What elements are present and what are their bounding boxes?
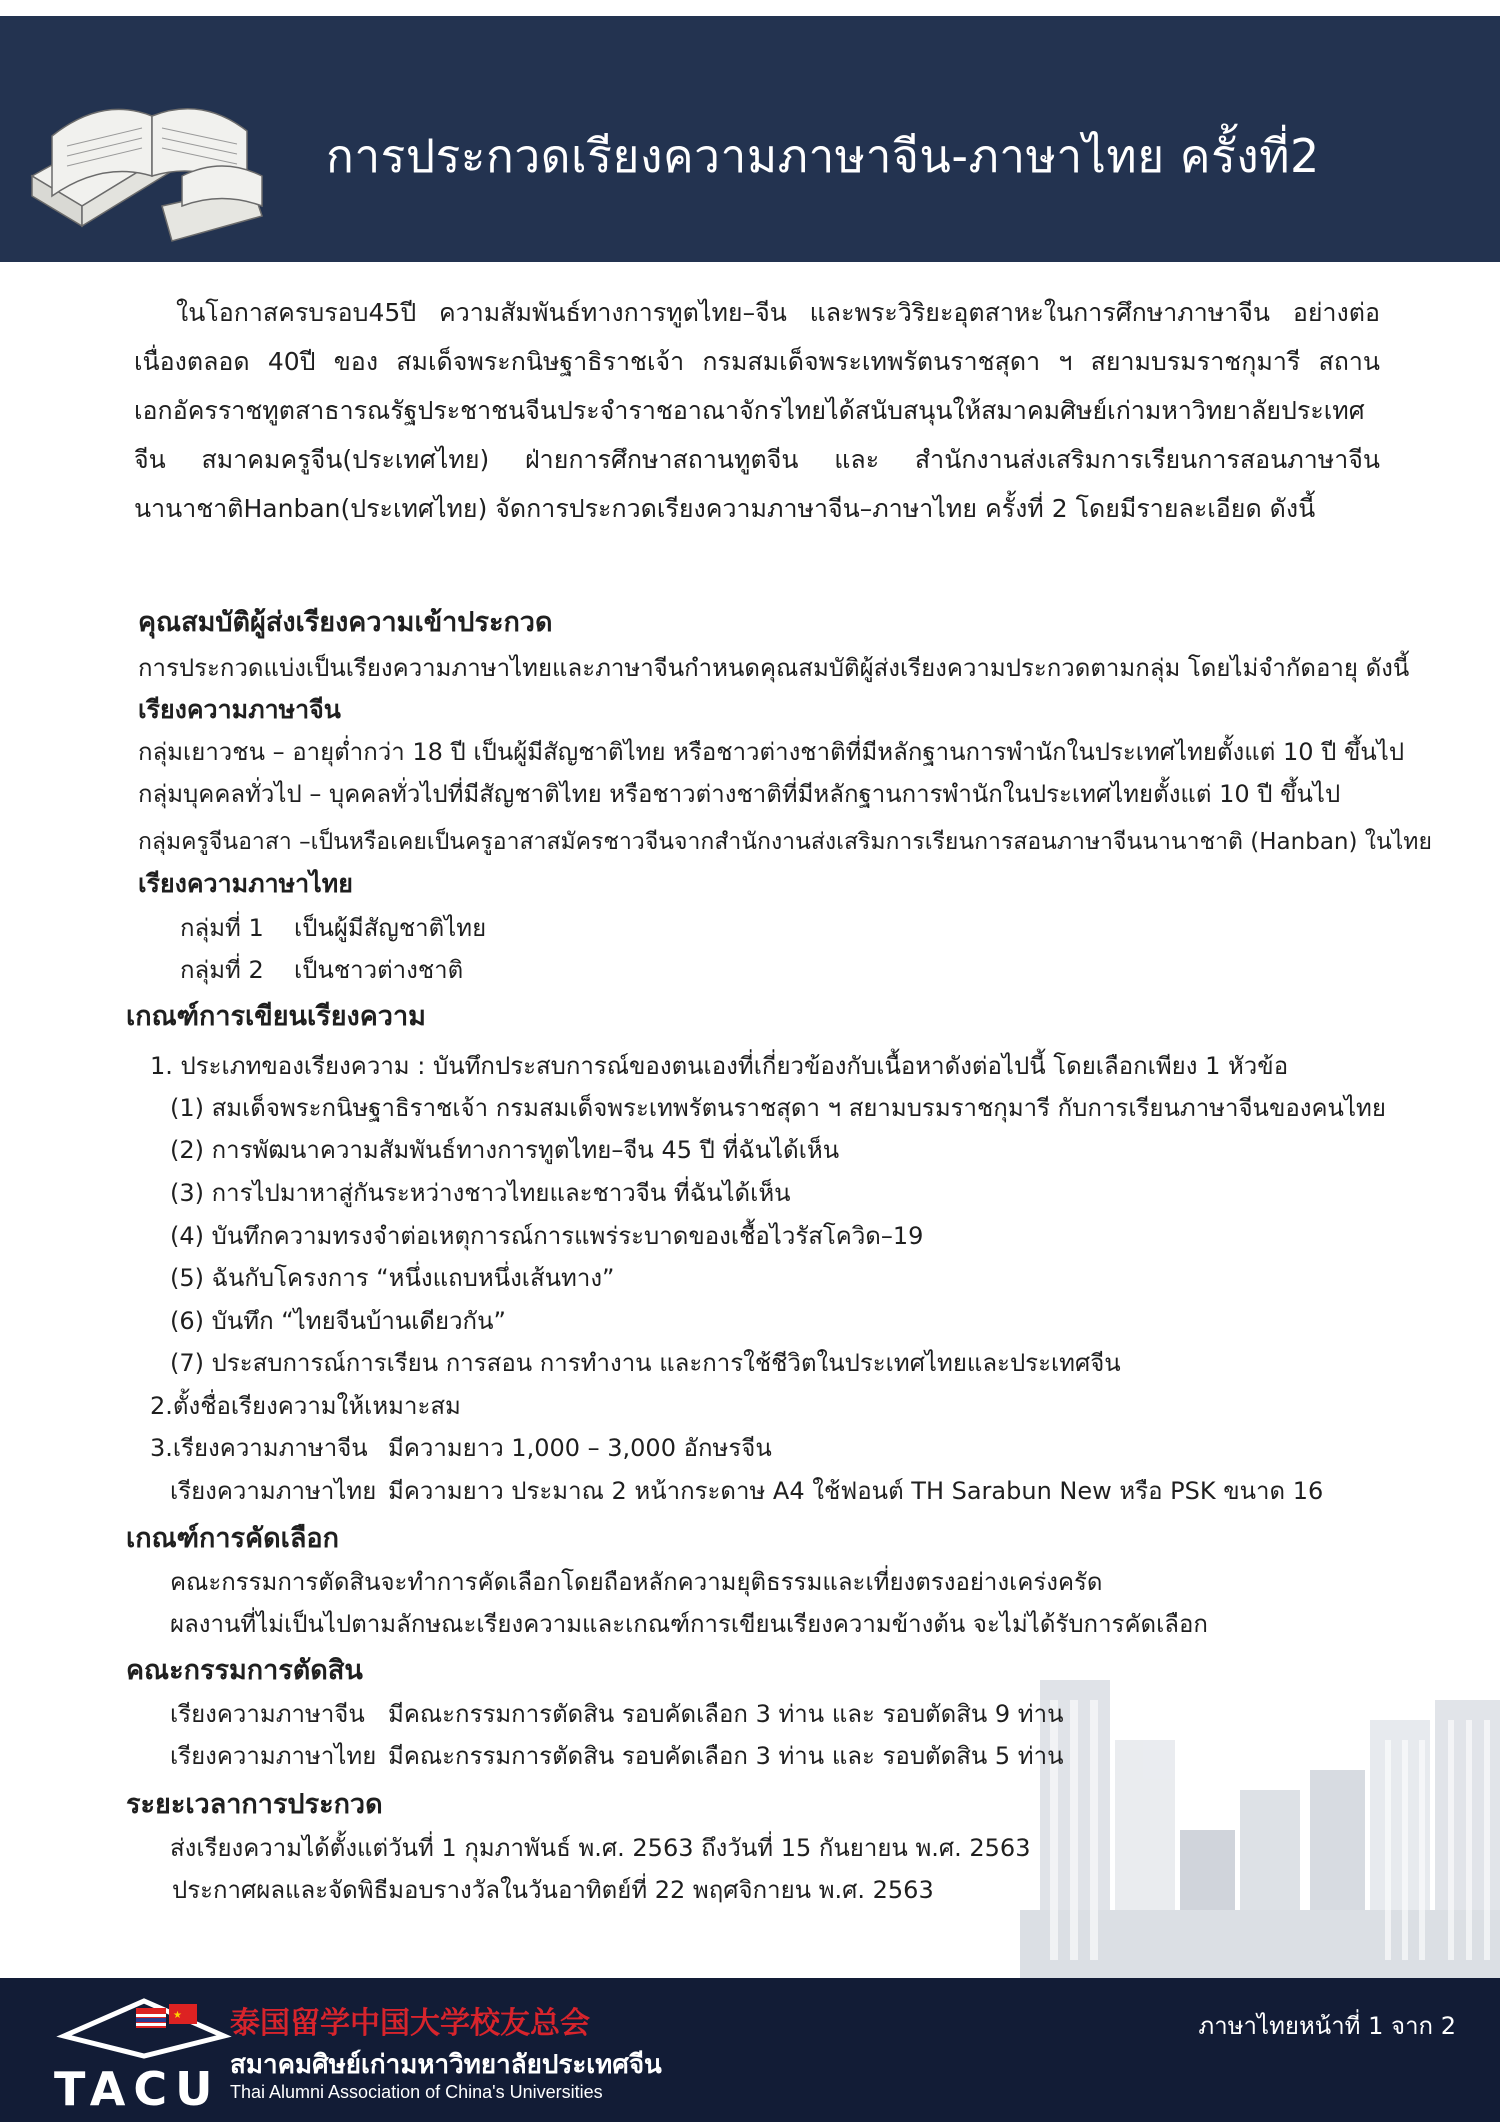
logo-thai-name: สมาคมศิษย์เก่ามหาวิทยาลัยประเทศจีน xyxy=(230,2050,662,2080)
chinese-group-general: กลุ่มบุคคลทั่วไป – บุคคลทั่วไปที่มีสัญชาติไทย หรือชาวต่างชาติที่มีหลักฐานการพำนักในประเทศไทยตั้งแต่ 10 ปี ขึ้นไป xyxy=(138,780,1341,808)
selection-line-1: คณะกรรมการตัดสินจะทำการคัดเลือกโดยถือหลักความยุติธรรมและเที่ยงตรงอย่างเคร่งครัด xyxy=(170,1568,1103,1596)
books-illustration xyxy=(12,56,272,246)
topic-7: (7) ประสบการณ์การเรียน การสอน การทำงาน และการใช้ชีวิตในประเทศไทยและประเทศจีน xyxy=(170,1349,1121,1377)
document-title: การประกวดเรียงความภาษาจีน-ภาษาไทย ครั้งที่2 xyxy=(326,129,1320,183)
tacu-logo xyxy=(54,1996,694,2116)
topic-5: (5) ฉันกับโครงการ “หนึ่งแถบหนึ่งเส้นทาง” xyxy=(170,1264,615,1292)
mortarboard-icon xyxy=(54,1996,234,2066)
timeline-heading: ระยะเวลาการประกวด xyxy=(126,1789,383,1820)
header-banner xyxy=(0,16,1500,262)
criteria-item-3b-label: เรียงความภาษาไทย xyxy=(170,1477,377,1505)
thai-group-2-text: เป็นชาวต่างชาติ xyxy=(294,956,464,984)
intro-paragraph: ในโอกาสครบรอบ45ปี ความสัมพันธ์ทางการทูตไทย–จีน และพระวิริยะอุตสาหะในการศึกษาภาษาจีน อย่างต่อเนื่องตลอด 40ปี ของ สมเด็จพระกนิษฐาธิราชเจ้า กรมสมเด็จพระเทพรัตนราชสุดา ฯ สยามบรมราชกุมารี สถานเอกอัครราชทูตสาธารณรัฐประชาชนจีนประจำราชอาณาจักรไทยได้สนับสนุนให้สมาคมศิษย์เก่ามหาวิทยาลัยประเทศจีน สมาคมครูจีน(ประเทศไทย) ฝ่ายการศึกษาสถานทูตจีน และ สำนักงานส่งเสริมการเรียนการสอนภาษาจีนนานาชาติHanban(ประเทศไทย) จัดการประกวดเรียงความภาษาจีน–ภาษาไทย ครั้งที่ 2 โดยมีรายละเอียด ดังนี้ xyxy=(134,298,1380,523)
logo-chinese-name: 泰国留学中国大学校友总会 xyxy=(230,2006,590,2041)
timeline-submission: ส่งเรียงความได้ตั้งแต่วันที่ 1 กุมภาพันธ์ พ.ศ. 2563 ถึงวันที่ 15 กันยายน พ.ศ. 2563 xyxy=(170,1834,1031,1862)
judges-thai-label: เรียงความภาษาไทย xyxy=(170,1742,377,1770)
logo-english-name: Thai Alumni Association of China's Universities xyxy=(230,2082,603,2102)
selection-line-2: ผลงานที่ไม่เป็นไปตามลักษณะเรียงความและเกณฑ์การเขียนเรียงความข้างต้น จะไม่ได้รับการคัดเลือก xyxy=(170,1610,1208,1638)
thai-essay-heading: เรียงความภาษาไทย xyxy=(138,869,353,898)
thai-group-2-label: กลุ่มที่ 2 xyxy=(180,956,264,984)
city-skyline-illustration xyxy=(1020,1680,1500,1980)
thai-group-1-label: กลุ่มที่ 1 xyxy=(180,914,264,942)
judges-heading: คณะกรรมการตัดสิน xyxy=(126,1655,363,1686)
thai-group-1-text: เป็นผู้มีสัญชาติไทย xyxy=(294,914,487,942)
selection-heading: เกณฑ์การคัดเลือก xyxy=(126,1523,339,1554)
judges-chinese-text: มีคณะกรรมการตัดสิน รอบคัดเลือก 3 ท่าน และ รอบตัดสิน 9 ท่าน xyxy=(388,1700,1064,1728)
qualifications-heading: คุณสมบัติผู้ส่งเรียงความเข้าประกวด xyxy=(138,607,553,638)
page-indicator: ภาษาไทยหน้าที่ 1 จาก 2 xyxy=(1198,2012,1456,2040)
judges-chinese-label: เรียงความภาษาจีน xyxy=(170,1700,365,1728)
chinese-group-volunteer-teachers: กลุ่มครูจีนอาสา –เป็นหรือเคยเป็นครูอาสาสมัครชาวจีนจากสำนักงานส่งเสริมการเรียนการสอนภาษาจีนนานาชาติ (Hanban) ในไทย xyxy=(138,829,1432,855)
topic-4: (4) บันทึกความทรงจำต่อเหตุการณ์การแพร่ระบาดของเชื้อไวรัสโควิด–19 xyxy=(170,1222,924,1250)
criteria-item-1: 1. ประเภทของเรียงความ : บันทึกประสบการณ์ของตนเองที่เกี่ยวข้องกับเนื้อหาดังต่อไปนี้ โดยเลือกเพียง 1 หัวข้อ xyxy=(150,1052,1289,1080)
logo-acronym: TACU xyxy=(54,2062,221,2116)
timeline-announcement: ประกาศผลและจัดพิธีมอบรางวัลในวันอาทิตย์ที่ 22 พฤศจิกายน พ.ศ. 2563 xyxy=(172,1876,934,1904)
criteria-item-3b-text: มีความยาว ประมาณ 2 หน้ากระดาษ A4 ใช้ฟอนต์ TH Sarabun New หรือ PSK ขนาด 16 xyxy=(388,1477,1324,1505)
judges-thai-text: มีคณะกรรมการตัดสิน รอบคัดเลือก 3 ท่าน และ รอบตัดสิน 5 ท่าน xyxy=(388,1742,1064,1770)
qualifications-desc: การประกวดแบ่งเป็นเรียงความภาษาไทยและภาษาจีนกำหนดคุณสมบัติผู้ส่งเรียงความประกวดตามกลุ่ม โดยไม่จำกัดอายุ ดังนี้ xyxy=(138,654,1410,682)
criteria-item-3-label: 3.เรียงความภาษาจีน xyxy=(150,1434,368,1462)
topic-6: (6) บันทึก “ไทยจีนบ้านเดียวกัน” xyxy=(170,1307,506,1335)
criteria-item-3-text: มีความยาว 1,000 – 3,000 อักษรจีน xyxy=(388,1434,772,1462)
topic-1: (1) สมเด็จพระกนิษฐาธิราชเจ้า กรมสมเด็จพระเทพรัตนราชสุดา ฯ สยามบรมราชกุมารี กับการเรียนภาษาจีนของคนไทย xyxy=(170,1094,1386,1122)
topic-3: (3) การไปมาหาสู่กันระหว่างชาวไทยและชาวจีน ที่ฉันได้เห็น xyxy=(170,1179,791,1207)
criteria-item-2: 2.ตั้งชื่อเรียงความให้เหมาะสม xyxy=(150,1392,461,1420)
topic-2: (2) การพัฒนาความสัมพันธ์ทางการทูตไทย–จีน 45 ปี ที่ฉันได้เห็น xyxy=(170,1136,840,1164)
criteria-heading: เกณฑ์การเขียนเรียงความ xyxy=(126,1001,426,1032)
chinese-essay-heading: เรียงความภาษาจีน xyxy=(138,695,341,724)
chinese-group-youth: กลุ่มเยาวชน – อายุต่ำกว่า 18 ปี เป็นผู้มีสัญชาติไทย หรือชาวต่างชาติที่มีหลักฐานการพำนักในประเทศไทยตั้งแต่ 10 ปี ขึ้นไป xyxy=(138,738,1405,766)
svg-text:★: ★ xyxy=(173,2010,182,2021)
